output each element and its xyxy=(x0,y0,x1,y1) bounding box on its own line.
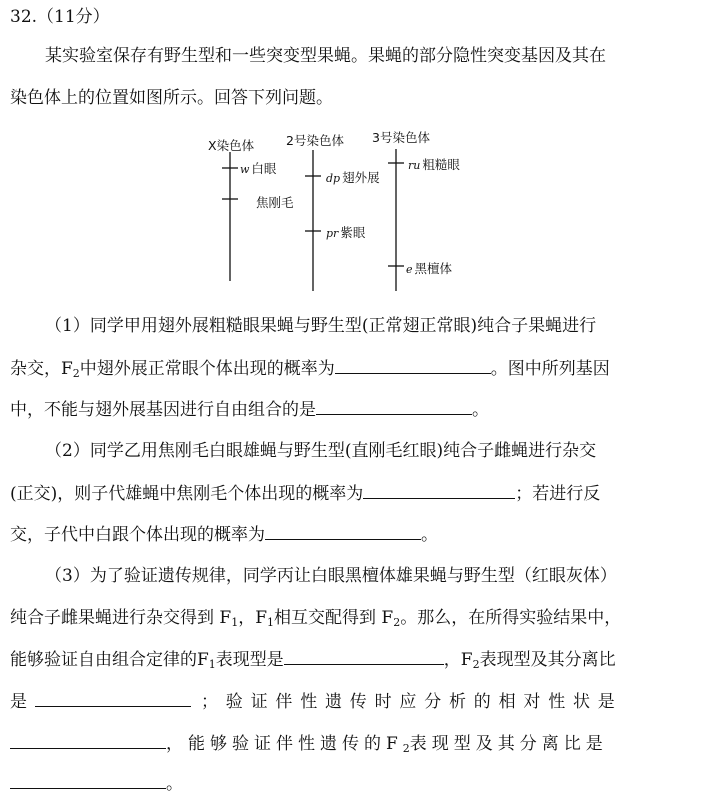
gene-symbol: pr xyxy=(326,227,339,240)
part3-text: 。那么，在所得实验结果中， xyxy=(400,608,622,628)
part2-text: ；若进行反 xyxy=(515,484,601,504)
part1-text: 。 xyxy=(472,400,489,420)
part1-text: 中，不能与翅外展基因进行自由组合的是 xyxy=(10,400,316,420)
gene-ru xyxy=(408,155,460,173)
part3-text: ，F xyxy=(443,650,473,670)
part2-line-3 xyxy=(10,523,438,546)
answer-blank[interactable] xyxy=(265,523,421,540)
part3-line-2 xyxy=(10,607,621,629)
gene-name: 翅外展 xyxy=(342,170,380,185)
subscript: 1 xyxy=(208,658,216,671)
gene-e xyxy=(406,259,452,277)
answer-blank[interactable] xyxy=(10,732,166,749)
part3-text: 表现型及其分离比是 xyxy=(409,734,608,754)
gene-bristle xyxy=(256,193,294,211)
subscript: 2 xyxy=(402,742,410,755)
answer-blank[interactable] xyxy=(10,772,166,789)
part2-text: 交，子代中白跟个体出现的概率为 xyxy=(10,525,265,545)
gene-symbol: e xyxy=(406,263,413,276)
part1-text: 。图中所列基因 xyxy=(490,359,610,379)
gene-pr xyxy=(326,223,365,241)
subscript: 1 xyxy=(231,616,239,629)
chromosome-diagram xyxy=(0,0,713,330)
part2-text: 。 xyxy=(421,525,438,545)
part3-text: ；验证伴性遗传时应分析的相对性状是 xyxy=(201,692,623,712)
part3-line-1: （3）为了验证遗传规律，同学丙让白眼黑檀体雄果蝇与野生型（红眼灰体） xyxy=(45,566,617,586)
part3-text: 纯合子雌果蝇进行杂交得到 F xyxy=(10,608,232,628)
part2-line-1: （2）同学乙用焦刚毛白眼雄蝇与野生型(直刚毛红眼)纯合子雌蝇进行杂交 xyxy=(45,441,597,461)
intro-line-1: 某实验室保存有野生型和一些突变型果蝇。果蝇的部分隐性突变基因及其在 xyxy=(45,46,606,66)
part3-text: 表现型及其分离比 xyxy=(479,650,616,670)
gene-symbol: ru xyxy=(408,159,421,172)
part1-line-2 xyxy=(10,357,610,380)
part3-text: 相互交配得到 F xyxy=(274,608,394,628)
part3-text: 表现型是 xyxy=(215,650,284,670)
subscript: 2 xyxy=(393,616,401,629)
gene-w xyxy=(240,159,276,177)
part3-line-4 xyxy=(10,690,623,713)
answer-blank[interactable] xyxy=(316,398,472,415)
answer-blank[interactable] xyxy=(363,482,515,499)
part3-line-3 xyxy=(10,648,616,671)
part3-text: ，能够验证伴性遗传的F xyxy=(166,734,403,754)
answer-blank[interactable] xyxy=(35,690,191,707)
part1-text: 中翅外展正常眼个体出现的概率为 xyxy=(79,359,335,379)
gene-name: 焦刚毛 xyxy=(256,195,294,210)
gene-name: 紫眼 xyxy=(340,225,366,240)
subscript: 1 xyxy=(267,616,274,629)
part1-line-1: （1）同学甲用翅外展粗糙眼果蝇与野生型(正常翅正常眼)纯合子果蝇进行 xyxy=(45,316,597,336)
gene-symbol: w xyxy=(240,163,250,176)
gene-name: 黑檀体 xyxy=(414,261,453,276)
intro-line-2: 染色体上的位置如图所示。回答下列问题。 xyxy=(10,88,333,108)
x-chromosome-label: X染色体 xyxy=(208,138,255,153)
part3-text: 。 xyxy=(166,774,183,794)
part3-line-6 xyxy=(10,772,183,795)
chr2-label: 2号染色体 xyxy=(286,133,344,148)
part3-text: 能够验证自由组合定律的F xyxy=(10,650,209,670)
part3-text: ，F xyxy=(238,608,267,628)
answer-blank[interactable] xyxy=(335,357,491,374)
part1-line-3 xyxy=(10,398,489,421)
part1-text: 杂交，F xyxy=(10,359,73,379)
gene-symbol: dp xyxy=(326,172,341,185)
gene-name: 粗糙眼 xyxy=(422,157,460,172)
part3-text: 是 xyxy=(10,692,27,712)
subscript: 2 xyxy=(472,658,480,671)
part2-line-2 xyxy=(10,482,600,505)
chr3-label: 3号染色体 xyxy=(372,130,430,145)
part3-line-5 xyxy=(10,732,608,755)
subscript: 2 xyxy=(72,367,80,380)
gene-dp xyxy=(326,168,380,186)
answer-blank[interactable] xyxy=(284,648,444,665)
question-header: 32.（11分） xyxy=(10,7,110,27)
gene-name: 白眼 xyxy=(251,161,277,176)
part2-text: (正交)，则子代雄蝇中焦刚毛个体出现的概率为 xyxy=(10,484,364,504)
